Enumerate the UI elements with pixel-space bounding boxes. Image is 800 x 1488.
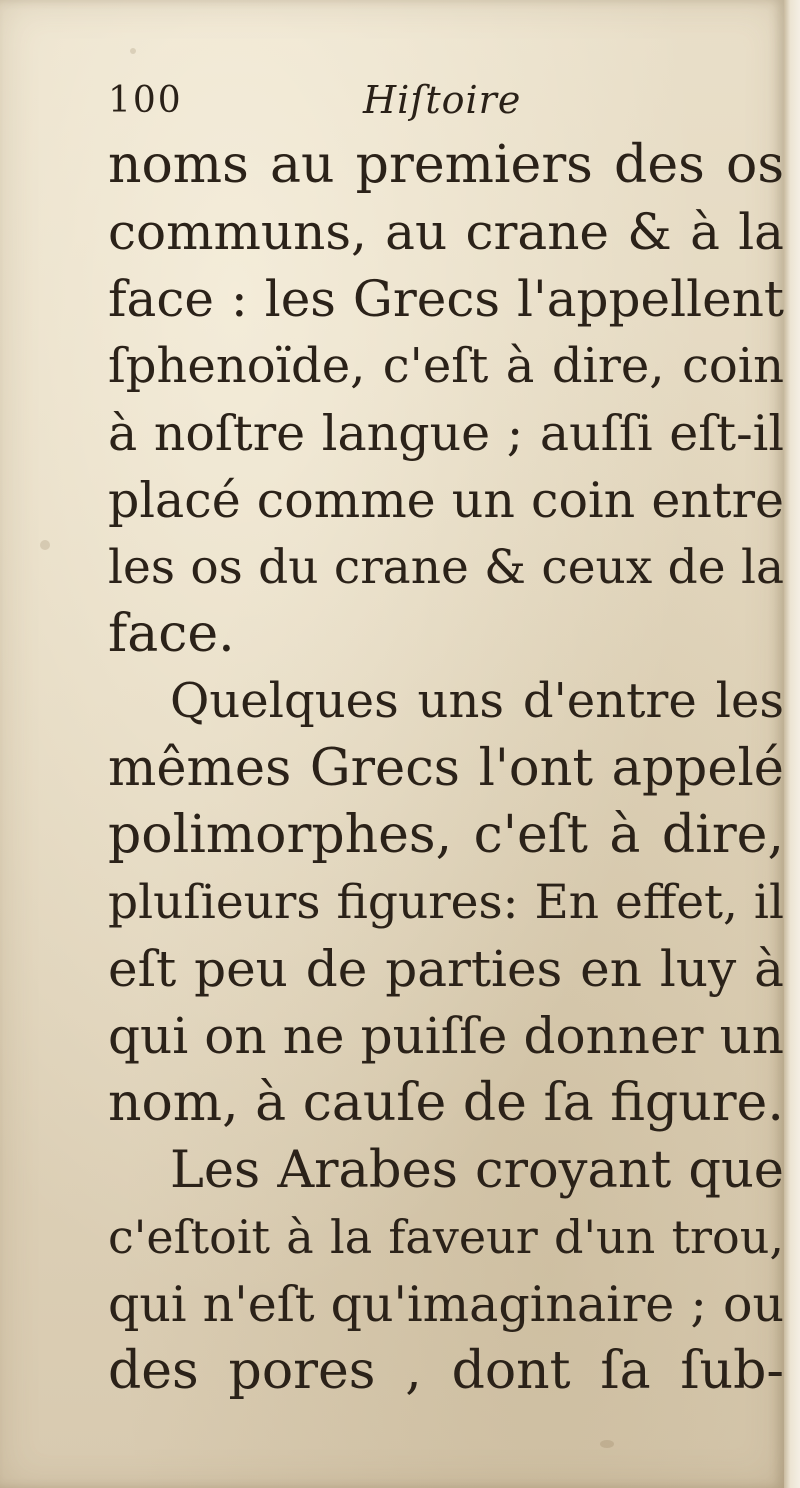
paper-stain <box>600 1440 614 1448</box>
text-line: des pores , dont ſa ſub- <box>108 1341 784 1401</box>
text-line: qui on ne puiſſe donner un <box>108 1007 784 1065</box>
text-line: c'eſtoit à la faveur d'un trou, <box>108 1210 784 1264</box>
paper-stain <box>130 48 136 54</box>
text-line: polimorphes, c'eſt à dire, <box>108 805 784 865</box>
text-line: à noſtre langue ; auſſi eſt-il <box>108 405 784 462</box>
text-line: pluſieurs figures: En effet, il <box>108 875 784 930</box>
text-line: ſphenoïde, c'eſt à dire, coin <box>108 338 784 394</box>
text-line: Les Arabes croyant que <box>170 1141 784 1200</box>
text-line: eſt peu de parties en luy à <box>108 940 784 998</box>
running-head <box>108 80 708 130</box>
text-line: noms au premiers des os <box>108 135 784 195</box>
running-title: Hiſtoire <box>363 78 522 122</box>
paper-stain <box>40 540 50 550</box>
text-line: placé comme un coin entre <box>108 472 784 529</box>
text-line: les os du crane & ceux de la <box>108 540 784 595</box>
text-line: face : les Grecs l'appellent <box>108 270 784 328</box>
body-text <box>108 132 784 1405</box>
text-line: qui n'eſt qu'imaginaire ; ou <box>108 1276 784 1333</box>
page-edge <box>784 0 800 1488</box>
text-line: face. <box>108 604 235 664</box>
page-number: 100 <box>108 80 183 121</box>
text-line: communs, au crane & à la <box>108 203 784 261</box>
text-line: mêmes Grecs l'ont appelé <box>108 739 784 798</box>
text-line: nom, à cauſe de ſa figure. <box>108 1073 784 1133</box>
text-line: Quelques uns d'entre les <box>170 673 784 729</box>
